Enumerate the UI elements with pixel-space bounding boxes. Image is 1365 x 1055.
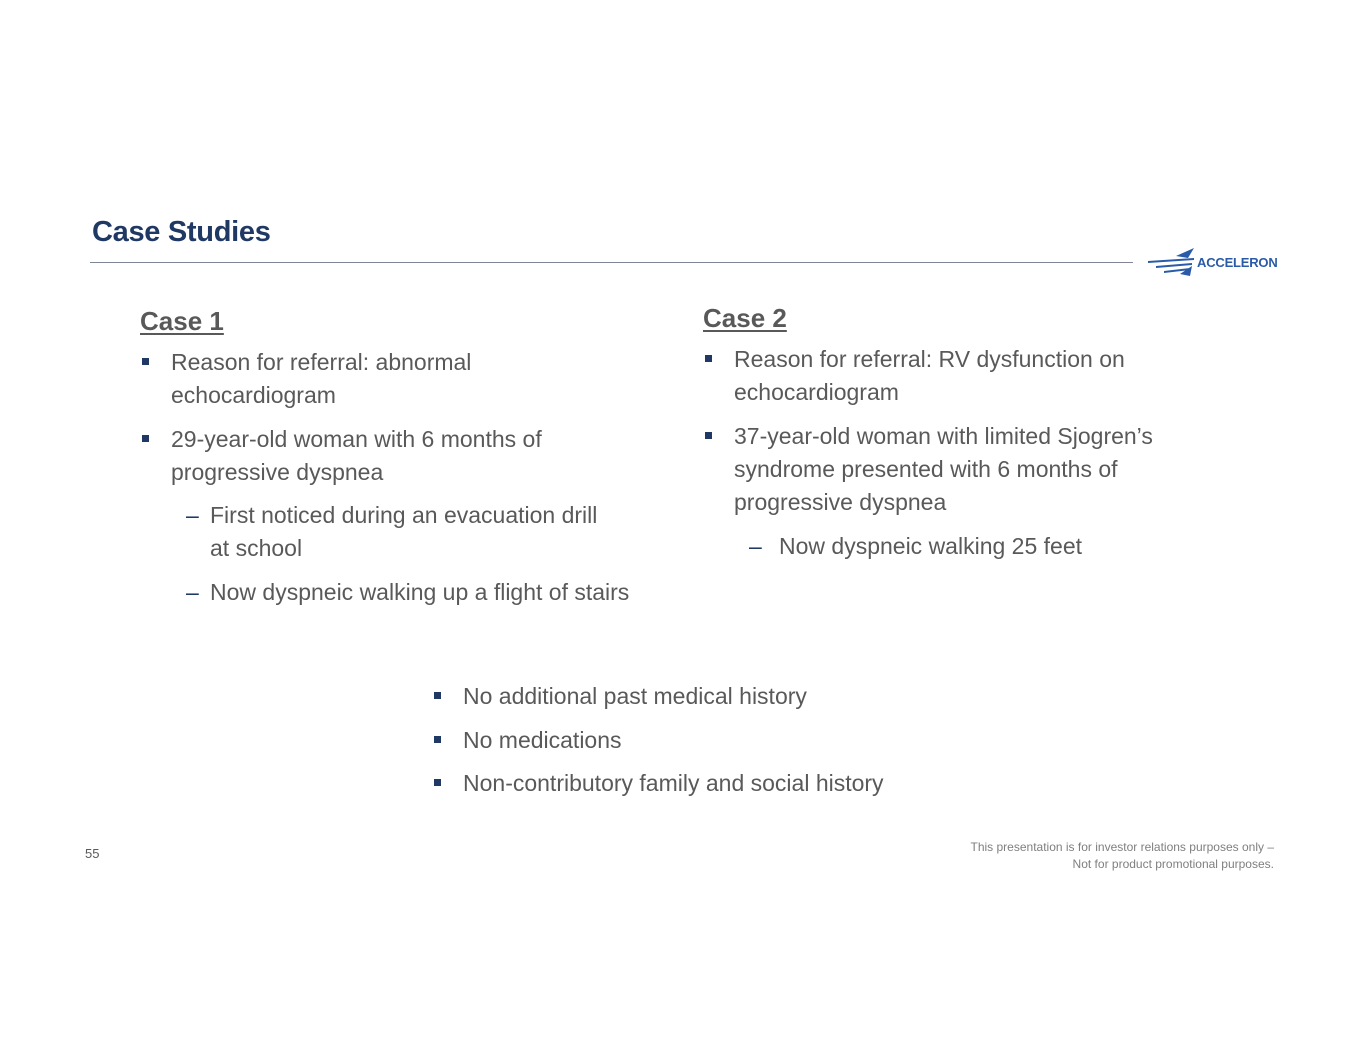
bullet-square-icon (434, 779, 441, 786)
title-divider (90, 262, 1133, 263)
case1-bullet-referral (140, 346, 471, 412)
case2-bullet2-line2: syndrome presented with 6 months of (734, 456, 1118, 482)
case1-sub-now-dyspneic (186, 576, 629, 609)
shared-item-medications (432, 724, 622, 757)
case1-heading: Case 1 (140, 306, 224, 336)
shared-item1-text: No additional past medical history (463, 683, 807, 709)
bullet-square-icon (142, 435, 149, 442)
logo-wordmark: ACCELERON (1197, 255, 1278, 270)
slide-title: Case Studies (92, 216, 271, 248)
case1-sub2-text: Now dyspneic walking up a flight of stairs (210, 579, 630, 605)
bullet-square-icon (434, 692, 441, 699)
shared-item-family (432, 767, 884, 800)
bullet-square-icon (142, 358, 149, 365)
case1-bullet1-line2: echocardiogram (171, 382, 336, 408)
disclaimer-line1: This presentation is for investor relations purposes only – (970, 840, 1274, 854)
bullet-square-icon (705, 432, 712, 439)
case1-bullet2-line2: progressive dyspnea (171, 459, 384, 485)
case1-sub-first-noticed (186, 499, 597, 565)
case2-sub-now-dyspneic (749, 530, 1082, 563)
bullet-square-icon (434, 736, 441, 743)
case2-bullet-patient (703, 420, 1153, 519)
case2-bullet2-line1: 37-year-old woman with limited Sjogren’s (734, 423, 1153, 449)
case1-sub1-line2: at school (210, 535, 303, 561)
dash-bullet-icon: – (186, 579, 199, 605)
disclaimer (971, 839, 1275, 873)
case1-sub1-line1: First noticed during an evacuation drill (210, 502, 598, 528)
case2-sub1-text: Now dyspneic walking 25 feet (779, 533, 1082, 559)
case1-bullet2-line1: 29-year-old woman with 6 months of (171, 426, 542, 452)
case1-bullet-patient (140, 423, 542, 489)
case2-bullet1-line2: echocardiogram (734, 379, 899, 405)
dash-bullet-icon: – (749, 533, 762, 559)
case2-bullet-referral (703, 343, 1125, 409)
shared-item2-text: No medications (463, 727, 622, 753)
page-number: 55 (85, 846, 100, 861)
case2-bullet2-line3: progressive dyspnea (734, 489, 947, 515)
dash-bullet-icon: – (186, 502, 199, 528)
case2-bullet1-line1: Reason for referral: RV dysfunction on (734, 346, 1125, 372)
case2-heading: Case 2 (703, 303, 787, 333)
case1-bullet1-line1: Reason for referral: abnormal (171, 349, 472, 375)
bullet-square-icon (705, 355, 712, 362)
disclaimer-line2: Not for product promotional purposes. (1072, 857, 1274, 871)
shared-item-history (432, 680, 807, 713)
shared-item3-text: Non-contributory family and social history (463, 770, 884, 796)
